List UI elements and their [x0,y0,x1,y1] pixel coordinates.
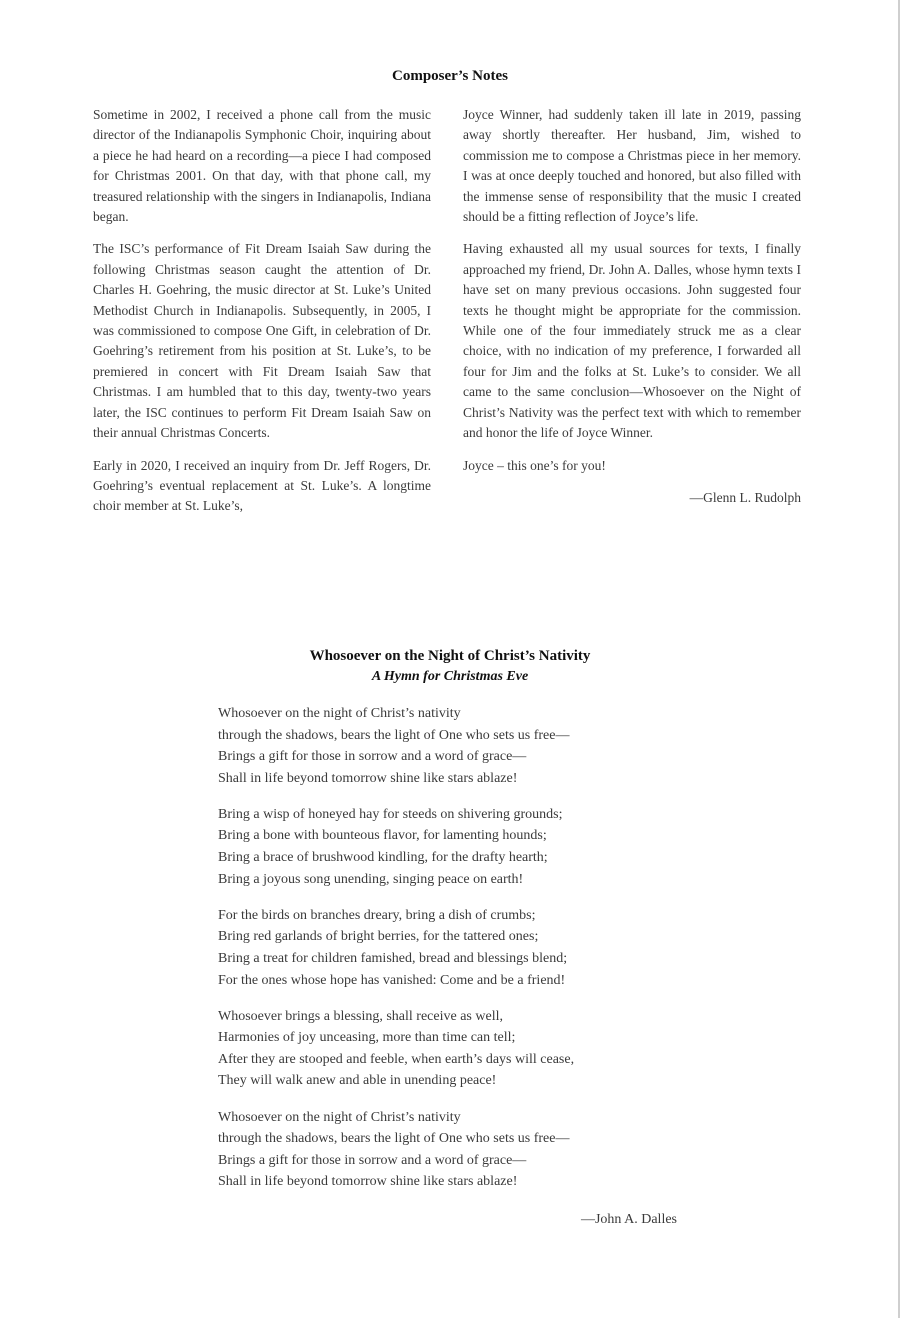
hymn-subtitle: A Hymn for Christmas Eve [371,669,529,684]
hymn-line: Bring a brace of brushwood kindling, for the drafty hearth; [218,850,548,866]
hymn-line: Bring a joyous song unending, singing peace on earth! [218,871,524,887]
hymn-line: through the shadows, bears the light of One who sets us free— [218,1131,570,1147]
hymn-line: Harmonies of joy unceasing, more than time can tell; [218,1030,516,1046]
hymn-text [218,703,678,1207]
composer-signature: —Glenn L. Rudolph [689,489,801,505]
hymn-stanza [218,1107,678,1193]
notes-paragraph: The ISC’s performance of Fit Dream Isaiah Saw during the following Christmas season caught the attention of Dr. Charles H. Goehring, the music director at St. Luke’s United Methodist Church in Indianapolis. Subsequently, in 2005, I was commissioned to compose One Gift, in celebration of Dr. Goehring’s retirement from his position at St. Luke’s, to be premiered in concert with Fit Dream Isaiah Saw that Christmas. I am humbled that to this day, twenty-two years later, the ISC continues to perform Fit Dream Isaiah Saw on their annual Christmas Concerts. [93,241,431,441]
hymn-line: Bring a treat for children famished, bread and blessings blend; [218,950,568,966]
notes-right-column [463,105,801,520]
hymn-line: Whosoever on the night of Christ’s nativity [218,1109,461,1125]
notes-paragraph: Joyce – this one’s for you! [463,457,606,473]
hymn-line: After they are stooped and feeble, when earth’s days will cease, [218,1051,575,1067]
notes-paragraph: Having exhausted all my usual sources for texts, I finally approached my friend, Dr. John A. Dalles, whose hymn texts I have set on many previous occasions. John suggested four texts he thought might be appropriate for the commission. While one of the four immediately struck me as a clear choice, with no indication of my preference, I forwarded all four for Jim and the folks at St. Luke’s to consider. We all came to the same conclusion—Whosoever on the Night of Christ’s Nativity was the perfect text with which to remember and honor the life of Joyce Winner. [463,241,801,441]
hymn-line: They will walk anew and able in unending peace! [218,1073,497,1089]
hymn-line: Shall in life beyond tomorrow shine like stars ablaze! [218,1174,518,1190]
hymn-author-signature: —John A. Dalles [580,1212,677,1227]
hymn-stanza [218,905,678,991]
hymn-line: Brings a gift for those in sorrow and a word of grace— [218,749,527,765]
hymn-line: For the birds on branches dreary, bring a dish of crumbs; [218,907,536,923]
hymn-stanza [218,804,678,890]
hymn-line: Bring red garlands of bright berries, for the tattered ones; [218,929,539,945]
hymn-line: through the shadows, bears the light of One who sets us free— [218,727,570,743]
hymn-line: For the ones whose hope has vanished: Come and be a friend! [218,972,566,988]
notes-left-column [93,105,431,529]
composers-notes-title: Composer’s Notes [392,68,508,84]
hymn-line: Bring a bone with bounteous flavor, for lamenting hounds; [218,828,547,844]
hymn-stanza [218,703,678,789]
notes-paragraph: Sometime in 2002, I received a phone call from the music director of the Indianapolis Symphonic Choir, inquiring about a piece he had heard on a recording—a piece I had composed for Christmas 2001. On that day, with that phone call, my treasured relationship with the singers in Indianapolis, Indiana began. [93,107,431,225]
hymn-line: Whosoever brings a blessing, shall receive as well, [218,1008,503,1024]
notes-paragraph: Joyce Winner, had suddenly taken ill late in 2019, passing away shortly thereafter. Her husband, Jim, wished to commission me to compose a Christmas piece in her memory. I was at once deeply touched and honored, but also filled with the immense sense of responsibility that the music I created should be a fitting reflection of Joyce’s life. [463,107,801,225]
hymn-stanza [218,1006,678,1092]
hymn-line: Shall in life beyond tomorrow shine like stars ablaze! [218,770,518,786]
hymn-line: Whosoever on the night of Christ’s nativity [218,706,461,721]
hymn-line: Bring a wisp of honeyed hay for steeds on shivering grounds; [218,806,563,822]
notes-paragraph: Early in 2020, I received an inquiry from Dr. Jeff Rogers, Dr. Goehring’s eventual replacement at St. Luke’s. A longtime choir member at St. Luke’s, [93,457,431,514]
hymn-line: Brings a gift for those in sorrow and a word of grace— [218,1152,527,1168]
hymn-title: Whosoever on the Night of Christ’s Nativity [309,648,591,664]
